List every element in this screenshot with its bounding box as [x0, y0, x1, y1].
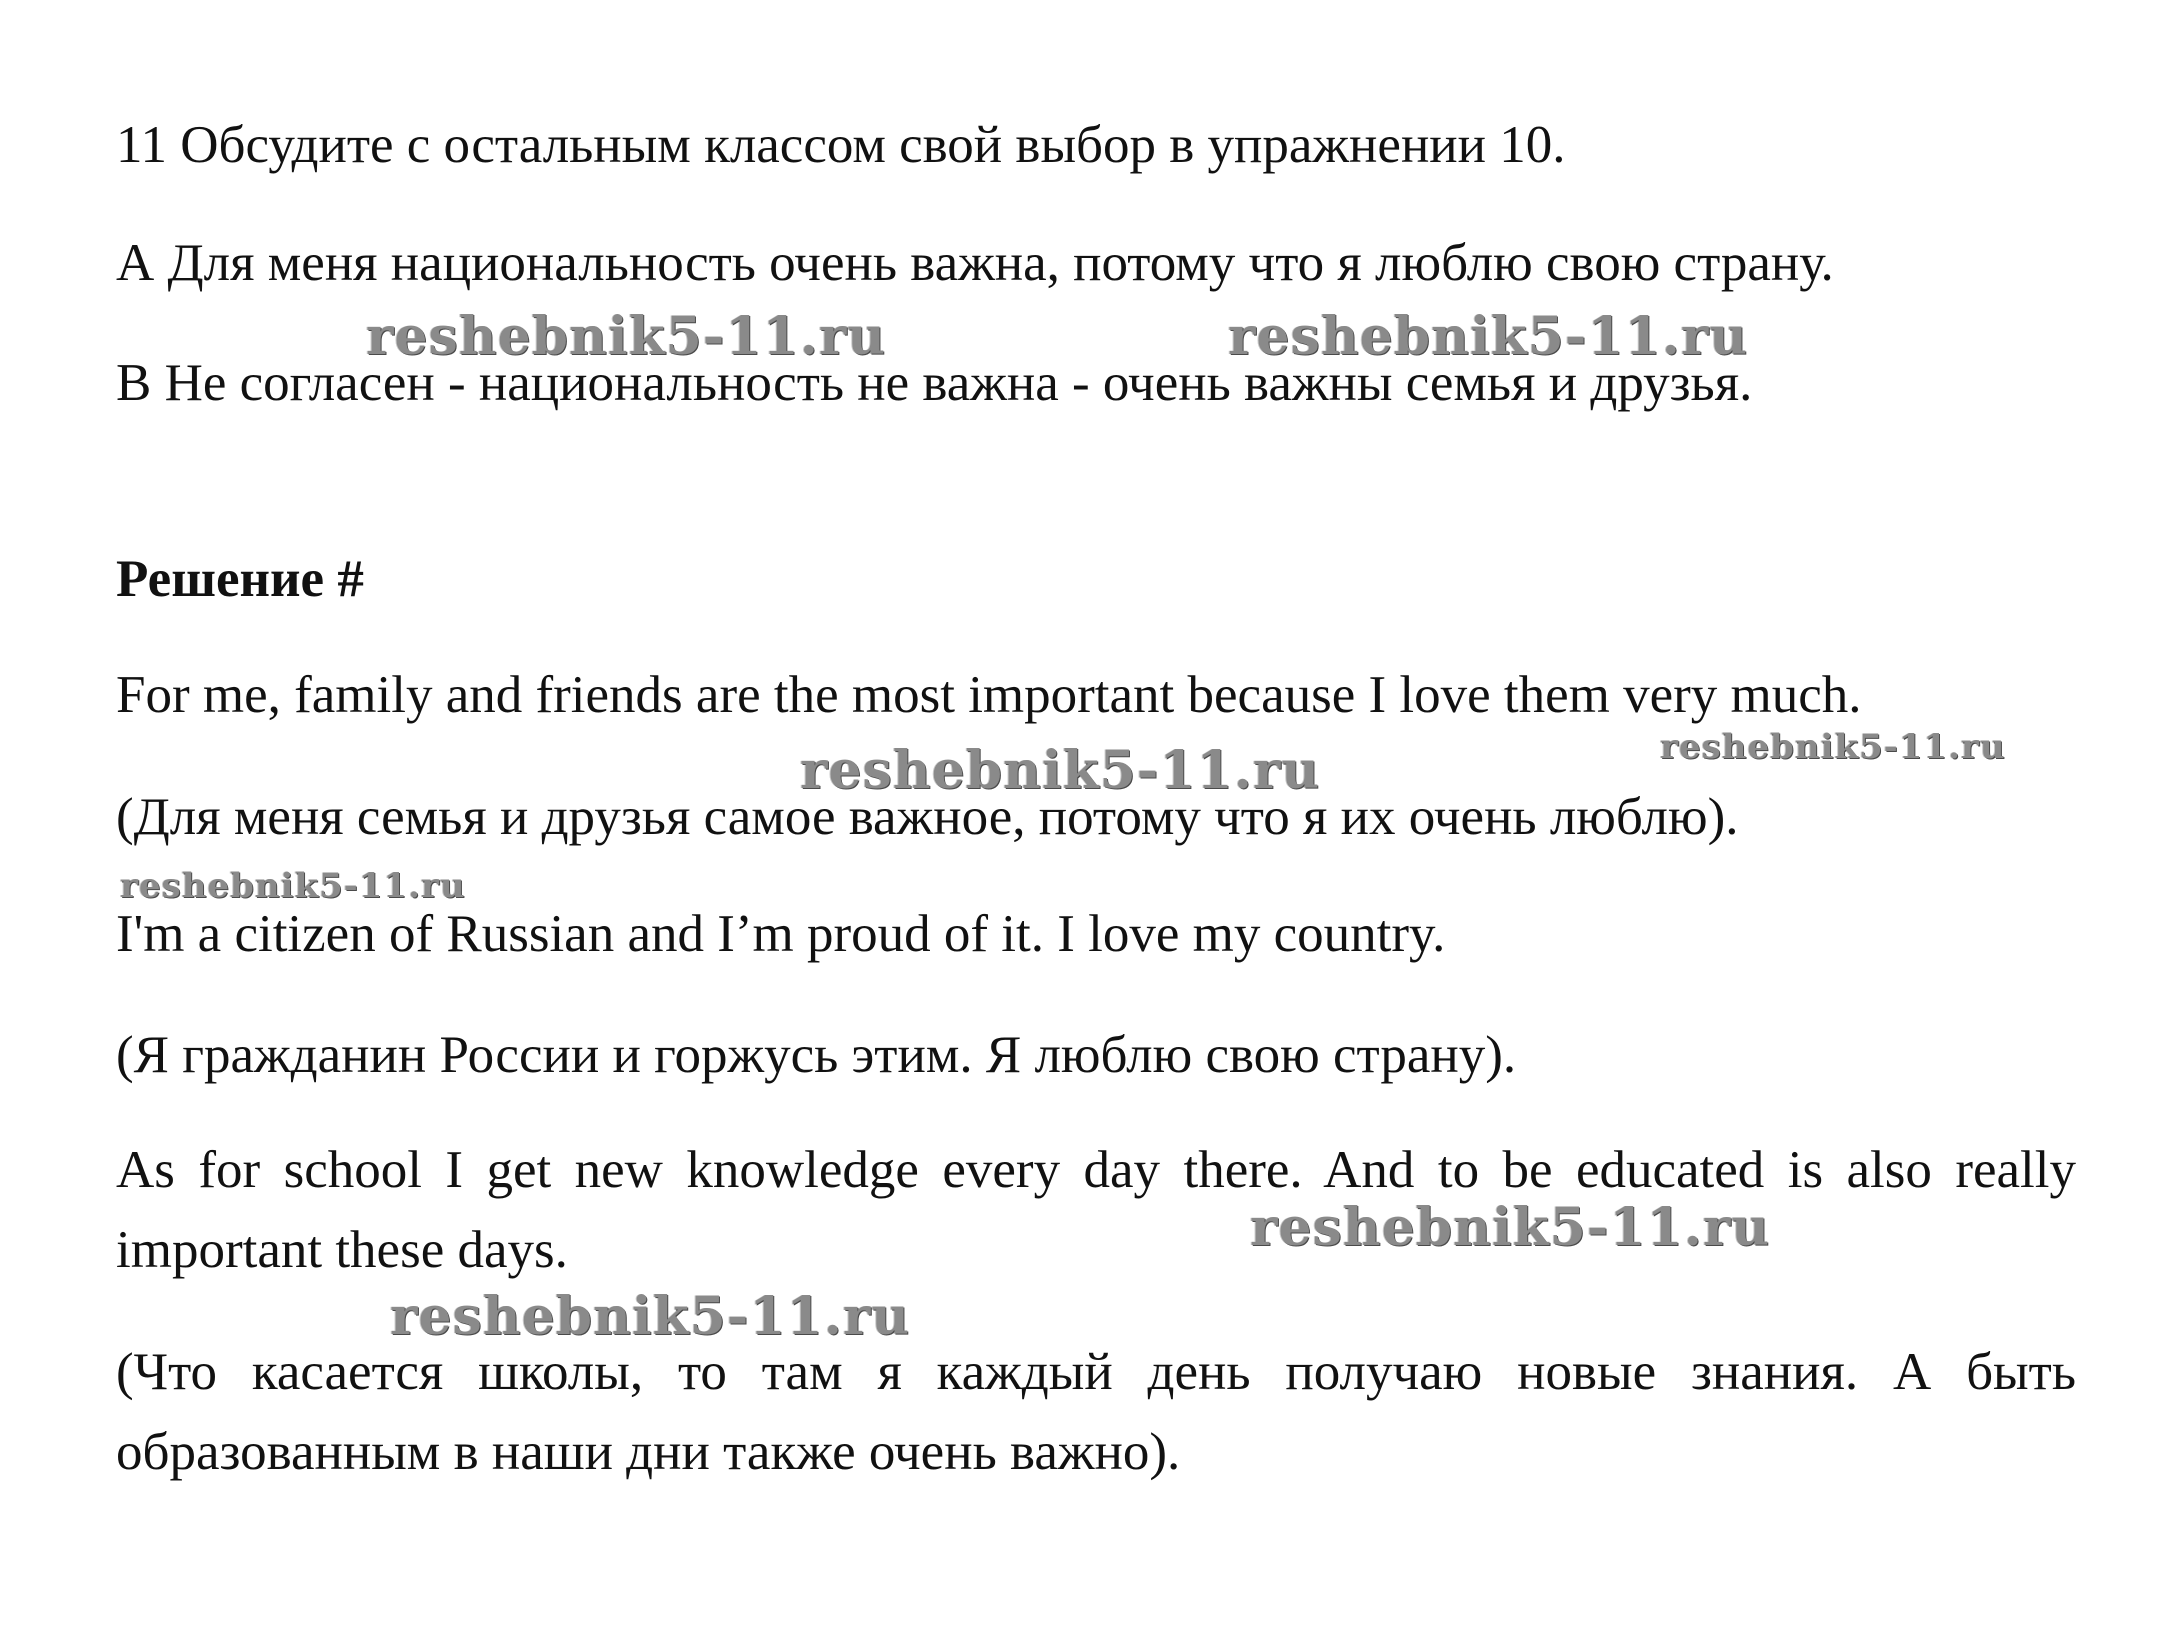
- watermark-logo: reshebnik5-11.ru: [1228, 306, 1749, 367]
- task-answer-a: А Для меня национальность очень важна, потому что я люблю свою страну.: [116, 234, 1834, 292]
- watermark-logo: reshebnik5-11.ru: [1250, 1197, 1771, 1258]
- watermark-logo: reshebnik5-11.ru: [800, 740, 1321, 801]
- solution-paragraph-3-english: As for school I get new knowledge every day there. And to be educated is also really important these days.: [116, 1141, 2076, 1279]
- solution-title: Решение #: [116, 550, 364, 608]
- solution-paragraph-2-english: I'm a citizen of Russian and I’m proud of it. I love my country.: [116, 905, 1446, 963]
- solution-paragraph-3-russian: (Что касается школы, то там я каждый день получаю новые знания. А быть образованным в наши дни также очень важно).: [116, 1343, 2076, 1481]
- task-answer-b: В Не согласен - национальность не важна - очень важны семья и друзья.: [116, 354, 1753, 412]
- watermark-logo: reshebnik5-11.ru: [366, 306, 887, 367]
- watermark-logo: reshebnik5-11.ru: [120, 866, 466, 906]
- task-heading: 11 Обсудите с остальным классом свой выбор в упражнении 10.: [116, 116, 1566, 174]
- watermark-logo: reshebnik5-11.ru: [390, 1286, 911, 1347]
- solution-paragraph-1-russian: (Для меня семья и друзья самое важное, потому что я их очень люблю).: [116, 788, 1739, 846]
- solution-paragraph-2-russian: (Я гражданин России и горжусь этим. Я люблю свою страну).: [116, 1026, 1517, 1084]
- solution-paragraph-1-english: For me, family and friends are the most important because I love them very much.: [116, 666, 1862, 724]
- watermark-logo: reshebnik5-11.ru: [1660, 727, 2006, 767]
